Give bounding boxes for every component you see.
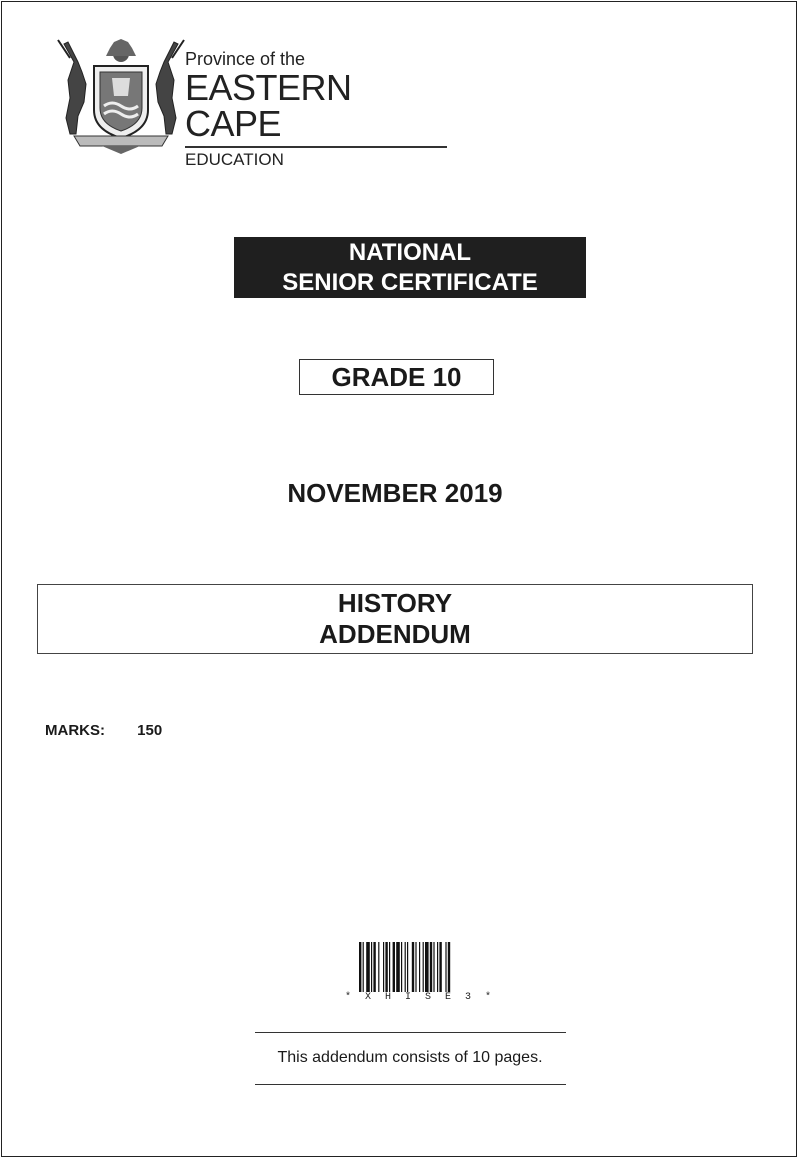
footer-rule-top (255, 1032, 566, 1033)
logo-eastern-cape-text: EASTERN CAPE (185, 67, 352, 144)
exam-date: NOVEMBER 2019 (287, 478, 503, 508)
marks-value: 150 (137, 722, 163, 739)
barcode-icon (359, 942, 483, 992)
certificate-line-1: NATIONAL (348, 239, 472, 266)
marks-row (45, 722, 162, 739)
subject-box (37, 584, 753, 654)
marks-label: MARKS: (45, 722, 105, 739)
coat-of-arms-icon (56, 38, 186, 156)
footer-rule-bottom (255, 1084, 566, 1085)
subject-line-1: HISTORY (337, 588, 453, 618)
logo-education-text: EDUCATION (185, 150, 284, 169)
certificate-title-box (234, 237, 586, 298)
barcode-text: * X H I S E 3 * (344, 992, 495, 1003)
certificate-line-2: SENIOR CERTIFICATE (282, 269, 538, 296)
department-logo (56, 38, 456, 169)
subject-line-2: ADDENDUM (319, 619, 471, 649)
logo-province-text: Province of the (185, 49, 306, 69)
grade-box: GRADE 10 (299, 359, 494, 395)
logo-text (185, 48, 456, 170)
page-count-note: This addendum consists of 10 pages. (277, 1049, 543, 1066)
logo-divider (185, 146, 447, 148)
